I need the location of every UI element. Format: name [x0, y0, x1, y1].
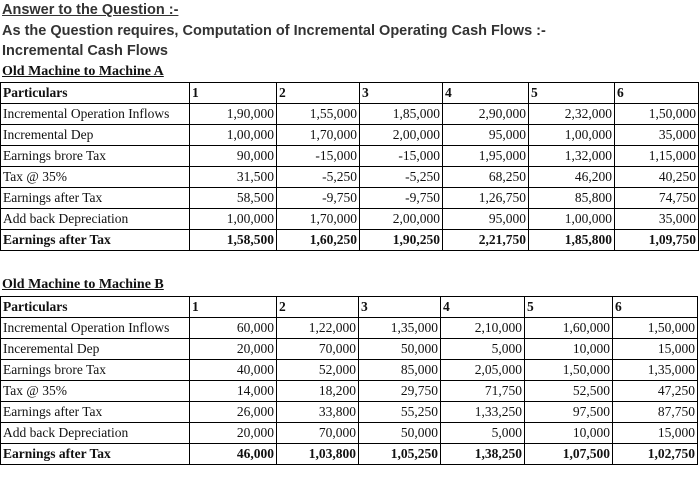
table-cell: 1,60,250 [277, 230, 360, 251]
table-cell: 1,05,250 [359, 444, 441, 465]
table-cell: 14,000 [190, 381, 277, 402]
table-cell: 35,000 [615, 125, 699, 146]
table-cell: 46,000 [190, 444, 277, 465]
table-cell: 2,21,750 [443, 230, 529, 251]
table-cell: 40,000 [190, 360, 277, 381]
table-cell: 1,15,000 [615, 146, 699, 167]
machine-a-table [0, 82, 699, 251]
answer-heading: Answer to the Question :- [2, 2, 179, 18]
table-cell: -5,250 [277, 167, 360, 188]
table-cell: 1,55,000 [277, 104, 360, 125]
table-cell: 1,90,000 [190, 104, 277, 125]
table-cell: 71,750 [441, 381, 525, 402]
table-cell: 95,000 [443, 125, 529, 146]
table-row [1, 125, 699, 146]
table-row [1, 188, 699, 209]
table-cell: 1,70,000 [277, 209, 360, 230]
table-header-row [1, 297, 698, 318]
header-cell: 1 [190, 297, 277, 318]
table-cell: 68,250 [443, 167, 529, 188]
table-cell: 58,500 [190, 188, 277, 209]
table-cell: 1,58,500 [190, 230, 277, 251]
table-cell: 1,09,750 [615, 230, 699, 251]
row-label: Tax @ 35% [1, 167, 190, 188]
table-row [1, 146, 699, 167]
table-cell: 1,85,000 [360, 104, 443, 125]
table-cell: 10,000 [525, 339, 613, 360]
table-cell: -9,750 [277, 188, 360, 209]
header-cell: 2 [277, 297, 359, 318]
table-cell: -9,750 [360, 188, 443, 209]
header-cell: Particulars [1, 297, 190, 318]
row-label: Earnings brore Tax [1, 146, 190, 167]
table-cell: 40,250 [615, 167, 699, 188]
table-cell: 29,750 [359, 381, 441, 402]
table-cell: -15,000 [277, 146, 360, 167]
row-label: Tax @ 35% [1, 381, 190, 402]
row-label: Earnings after Tax [1, 444, 190, 465]
table-cell: 1,32,000 [529, 146, 615, 167]
table-cell: 87,750 [613, 402, 698, 423]
table-cell: 35,000 [615, 209, 699, 230]
table-cell: 1,60,000 [525, 318, 613, 339]
table-cell: 15,000 [613, 423, 698, 444]
header-cell: Particulars [1, 83, 190, 104]
table-row [1, 381, 698, 402]
header-cell: 4 [441, 297, 525, 318]
table-cell: 70,000 [277, 339, 359, 360]
header-cell: 6 [615, 83, 699, 104]
table-cell: 52,000 [277, 360, 359, 381]
header-cell: 3 [360, 83, 443, 104]
question-line: As the Question requires, Computation of Incremental Operating Cash Flows :- [2, 23, 546, 39]
table-cell: 1,90,250 [360, 230, 443, 251]
table-cell: 74,750 [615, 188, 699, 209]
table-cell: 47,250 [613, 381, 698, 402]
table-cell: 2,32,000 [529, 104, 615, 125]
table-cell: 1,33,250 [441, 402, 525, 423]
row-label: Earnings after Tax [1, 188, 190, 209]
table-cell: 1,03,800 [277, 444, 359, 465]
header-cell: 5 [525, 297, 613, 318]
row-label: Incremental Operation Inflows [1, 104, 190, 125]
row-label: Earnings after Tax [1, 230, 190, 251]
machine-b-table [0, 296, 698, 465]
table-cell: 1,50,000 [525, 360, 613, 381]
subheading: Incremental Cash Flows [2, 43, 168, 59]
table-row [1, 402, 698, 423]
row-label: Incremental Operation Inflows [1, 318, 190, 339]
table-cell: 5,000 [441, 423, 525, 444]
table-row [1, 423, 698, 444]
row-label: Earnings brore Tax [1, 360, 190, 381]
row-label: Earnings after Tax [1, 402, 190, 423]
table-cell: 1,26,750 [443, 188, 529, 209]
table-cell: 33,800 [277, 402, 359, 423]
table-cell: 97,500 [525, 402, 613, 423]
table-cell: 10,000 [525, 423, 613, 444]
table-header-row [1, 83, 699, 104]
table-cell: 20,000 [190, 423, 277, 444]
table-cell: 2,05,000 [441, 360, 525, 381]
row-label: Inceremental Dep [1, 339, 190, 360]
table-row [1, 104, 699, 125]
table-cell: 20,000 [190, 339, 277, 360]
table-cell: 1,22,000 [277, 318, 359, 339]
table-row [1, 339, 698, 360]
table-cell: 2,00,000 [360, 125, 443, 146]
table-cell: 1,02,750 [613, 444, 698, 465]
header-cell: 1 [190, 83, 277, 104]
table-cell: 1,00,000 [529, 125, 615, 146]
total-row [1, 444, 698, 465]
table-row [1, 209, 699, 230]
table-cell: 1,50,000 [615, 104, 699, 125]
total-row [1, 230, 699, 251]
table-cell: 85,800 [529, 188, 615, 209]
header-cell: 3 [359, 297, 441, 318]
table-cell: 1,00,000 [190, 125, 277, 146]
header-cell: 5 [529, 83, 615, 104]
table-cell: 26,000 [190, 402, 277, 423]
table-cell: 31,500 [190, 167, 277, 188]
table-a-title: Old Machine to Machine A [2, 64, 164, 79]
table-cell: 95,000 [443, 209, 529, 230]
table-cell: 70,000 [277, 423, 359, 444]
table-cell: 2,90,000 [443, 104, 529, 125]
header-cell: 2 [277, 83, 360, 104]
row-label: Incremental Dep [1, 125, 190, 146]
table-cell: 1,07,500 [525, 444, 613, 465]
row-label: Add back Depreciation [1, 209, 190, 230]
table-cell: 90,000 [190, 146, 277, 167]
row-label: Add back Depreciation [1, 423, 190, 444]
table-cell: 2,10,000 [441, 318, 525, 339]
table-cell: 55,250 [359, 402, 441, 423]
table-cell: 1,35,000 [613, 360, 698, 381]
table-cell: 46,200 [529, 167, 615, 188]
table-cell: 60,000 [190, 318, 277, 339]
table-cell: 50,000 [359, 339, 441, 360]
table-cell: 5,000 [441, 339, 525, 360]
table-cell: 18,200 [277, 381, 359, 402]
table-cell: 1,85,800 [529, 230, 615, 251]
table-cell: 1,70,000 [277, 125, 360, 146]
table-b-title: Old Machine to Machine B [2, 277, 164, 292]
table-cell: 1,95,000 [443, 146, 529, 167]
table-cell: 1,35,000 [359, 318, 441, 339]
header-cell: 4 [443, 83, 529, 104]
table-row [1, 318, 698, 339]
table-cell: 50,000 [359, 423, 441, 444]
table-row [1, 167, 699, 188]
table-cell: 85,000 [359, 360, 441, 381]
table-cell: 15,000 [613, 339, 698, 360]
table-cell: -15,000 [360, 146, 443, 167]
table-row [1, 360, 698, 381]
table-cell: 1,00,000 [529, 209, 615, 230]
table-cell: 1,00,000 [190, 209, 277, 230]
table-cell: 1,38,250 [441, 444, 525, 465]
table-cell: 1,50,000 [613, 318, 698, 339]
table-cell: -5,250 [360, 167, 443, 188]
table-cell: 52,500 [525, 381, 613, 402]
header-cell: 6 [613, 297, 698, 318]
table-cell: 2,00,000 [360, 209, 443, 230]
